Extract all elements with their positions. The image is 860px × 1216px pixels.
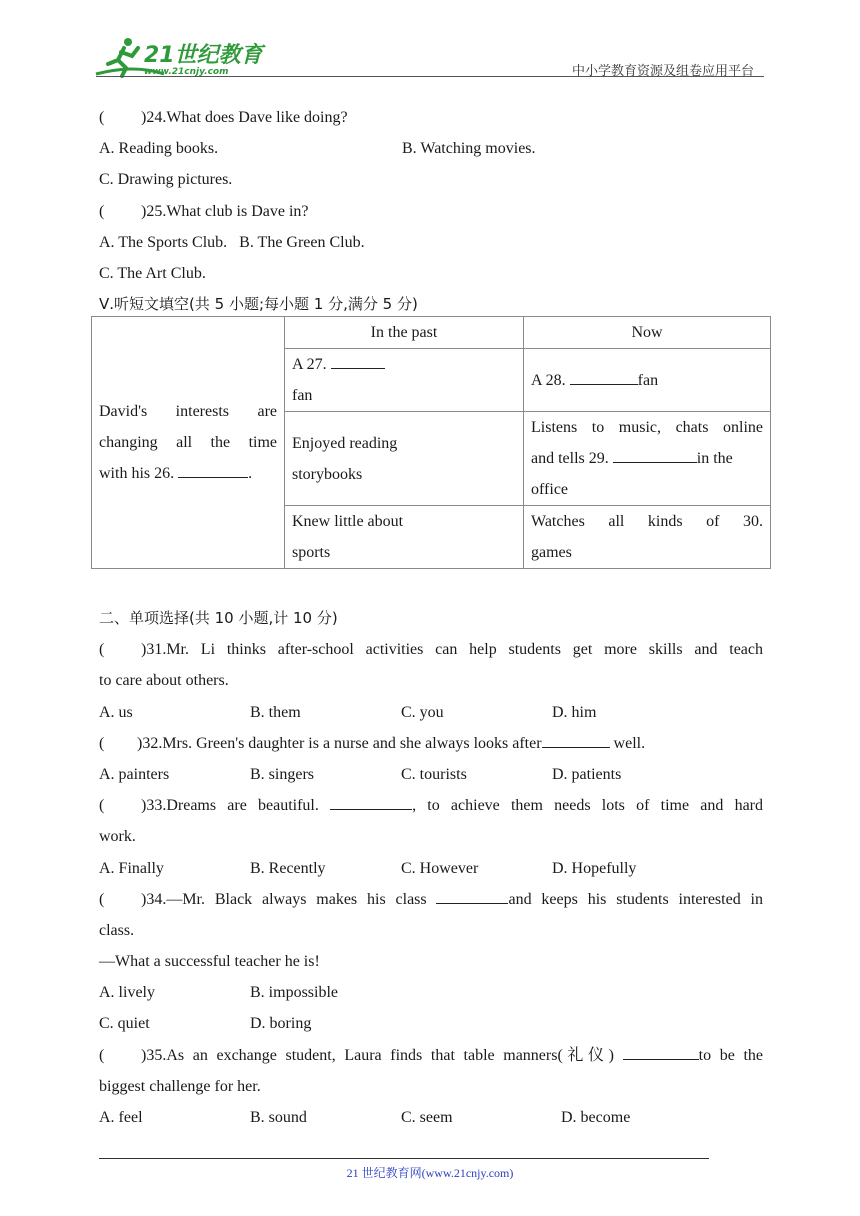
paren-close: ) bbox=[141, 109, 147, 126]
options-33 bbox=[99, 853, 763, 884]
cell-text: and tells 29. bbox=[531, 450, 613, 467]
header-now: Now bbox=[524, 317, 771, 349]
header-divider bbox=[96, 76, 764, 77]
question-text: to be the bbox=[698, 1046, 763, 1064]
answer-paren: ( bbox=[99, 641, 105, 659]
cell-now-1 bbox=[524, 349, 771, 412]
option-c: C. The Art Club. bbox=[99, 264, 206, 282]
listening-table bbox=[91, 316, 771, 569]
paren-close: ) bbox=[141, 202, 147, 220]
blank-33[interactable] bbox=[330, 791, 412, 810]
blank-label-30: Watches all kinds of 30. bbox=[531, 513, 763, 530]
question-text: )35.As an exchange student, Laura finds that table manners(礼仪) bbox=[141, 1046, 623, 1064]
footer-divider bbox=[99, 1158, 709, 1159]
options-31 bbox=[99, 697, 763, 728]
platform-name: 中小学教育资源及组卷应用平台 bbox=[571, 64, 754, 79]
option-c: C. quiet bbox=[99, 1015, 150, 1033]
cell-past-1 bbox=[285, 349, 524, 412]
question-31 bbox=[99, 634, 763, 665]
question-text: )33.Dreams are beautiful. bbox=[141, 797, 331, 815]
question-text-cont: work. bbox=[99, 828, 136, 846]
option-c: C. tourists bbox=[401, 765, 467, 783]
question-24 bbox=[99, 102, 763, 133]
option-b: B. sound bbox=[250, 1109, 307, 1126]
question-text: )34.—Mr. Black always makes his class bbox=[141, 890, 437, 908]
cell-text: sports bbox=[292, 544, 331, 561]
site-logo bbox=[94, 34, 274, 78]
left-line-1: David's interests are bbox=[99, 403, 277, 420]
question-text: )32.Mrs. Green's daughter is a nurse and she always looks after bbox=[137, 734, 542, 752]
blank-label-27: A 27. bbox=[292, 356, 331, 373]
table-left-cell bbox=[92, 317, 285, 569]
question-text: well. bbox=[609, 734, 646, 752]
blank-label-29 bbox=[531, 443, 733, 474]
question-text-cont: class. bbox=[99, 921, 135, 939]
option-c: C. seem bbox=[401, 1109, 453, 1126]
left-line-2: changing all the time bbox=[99, 434, 277, 451]
question-text-cont: to care about others. bbox=[99, 672, 229, 690]
multiple-choice-section bbox=[99, 603, 763, 1133]
option-d: D. him bbox=[552, 703, 597, 721]
option-c: C. Drawing pictures. bbox=[99, 171, 233, 189]
options-32 bbox=[99, 759, 763, 790]
cell-line bbox=[531, 443, 763, 474]
answer-paren: ( bbox=[99, 797, 105, 815]
blank-34[interactable] bbox=[436, 885, 508, 904]
question-text: , to achieve them needs lots of time and hard bbox=[412, 797, 763, 815]
option-b: B. Recently bbox=[250, 859, 326, 877]
option-c: C. However bbox=[401, 859, 479, 877]
question-34 bbox=[99, 884, 763, 915]
blank-label-28: A 28. bbox=[531, 371, 570, 389]
options-24 bbox=[99, 133, 763, 164]
section-heading-2: 二、单项选择(共 10 小题,计 10 分) bbox=[99, 609, 338, 627]
options-34-ab bbox=[99, 977, 763, 1008]
exam-content bbox=[99, 102, 763, 320]
blank-label-26: with his 26. bbox=[99, 465, 179, 482]
answer-paren: ( bbox=[99, 890, 105, 908]
option-b: B. them bbox=[250, 703, 301, 721]
cell-text: Knew little about bbox=[292, 513, 404, 530]
cell-text: fan bbox=[292, 387, 313, 404]
options-ab: A. The Sports Club. B. The Green Club. bbox=[99, 233, 365, 251]
cell-text: Listens to music, chats online bbox=[531, 419, 763, 436]
question-33 bbox=[99, 790, 763, 821]
question-text: 25.What club is Dave in? bbox=[146, 202, 309, 220]
cell-past-2 bbox=[285, 412, 524, 506]
header-in-the-past: In the past bbox=[285, 317, 524, 349]
option-a: A. Reading books. bbox=[99, 140, 219, 158]
option-d: D. patients bbox=[552, 765, 622, 783]
question-text: )31.Mr. Li thinks after-school activities can help students get more skills and teach bbox=[141, 641, 763, 659]
cell-text: games bbox=[531, 544, 572, 561]
option-a: A. lively bbox=[99, 984, 155, 1002]
option-b: B. impossible bbox=[250, 984, 339, 1002]
options-35 bbox=[99, 1102, 763, 1133]
option-b: B. Watching movies. bbox=[402, 140, 536, 158]
blank-29[interactable] bbox=[613, 444, 697, 463]
logo-text: 21世纪教育 bbox=[144, 43, 263, 68]
logo-graphic bbox=[94, 34, 274, 78]
cell-past-3 bbox=[285, 506, 524, 569]
blank-32[interactable] bbox=[542, 729, 610, 748]
answer-paren: ( bbox=[99, 202, 105, 220]
question-text: and keeps his students interested in bbox=[508, 890, 763, 908]
cell-now-3 bbox=[524, 506, 771, 569]
dialogue-reply: —What a successful teacher he is! bbox=[99, 953, 320, 971]
option-c: C. you bbox=[401, 703, 444, 721]
blank-28[interactable] bbox=[570, 366, 638, 385]
option-a: A. painters bbox=[99, 765, 170, 783]
cell-text: office bbox=[531, 481, 569, 498]
option-d: D. become bbox=[561, 1109, 631, 1126]
answer-paren: ( bbox=[99, 734, 105, 752]
section-heading-5: Ⅴ.听短文填空(共 5 小题;每小题 1 分,满分 5 分) bbox=[99, 295, 418, 314]
question-35 bbox=[99, 1040, 763, 1071]
option-d: D. Hopefully bbox=[552, 859, 637, 877]
blank-26[interactable] bbox=[178, 459, 248, 478]
page-header bbox=[0, 0, 860, 80]
cell-text: fan bbox=[637, 371, 659, 389]
footer-text[interactable]: 21 世纪教育网(www.21cnjy.com) bbox=[346, 1166, 514, 1180]
question-25 bbox=[99, 196, 763, 227]
blank-35[interactable] bbox=[623, 1041, 699, 1060]
option-d: D. boring bbox=[250, 1015, 312, 1033]
cell-text: Enjoyed reading bbox=[292, 434, 398, 452]
options-34-cd bbox=[99, 1008, 763, 1039]
option-a: A. Finally bbox=[99, 859, 164, 877]
option-a: A. us bbox=[99, 703, 133, 721]
period: . bbox=[248, 465, 253, 482]
left-line-3 bbox=[99, 458, 277, 489]
answer-paren: ( bbox=[99, 109, 105, 126]
cell-now-2 bbox=[524, 412, 771, 506]
cell-text: in the bbox=[696, 450, 733, 467]
question-32 bbox=[99, 728, 763, 759]
question-text: 24.What does Dave like doing? bbox=[146, 109, 348, 126]
blank-27[interactable] bbox=[331, 350, 385, 369]
option-b: B. singers bbox=[250, 765, 314, 783]
question-text-cont: biggest challenge for her. bbox=[99, 1077, 261, 1095]
answer-paren: ( bbox=[99, 1046, 105, 1064]
logo-url: www.21cnjy.com bbox=[144, 67, 229, 77]
cell-text: storybooks bbox=[292, 465, 363, 483]
option-a: A. feel bbox=[99, 1109, 143, 1126]
